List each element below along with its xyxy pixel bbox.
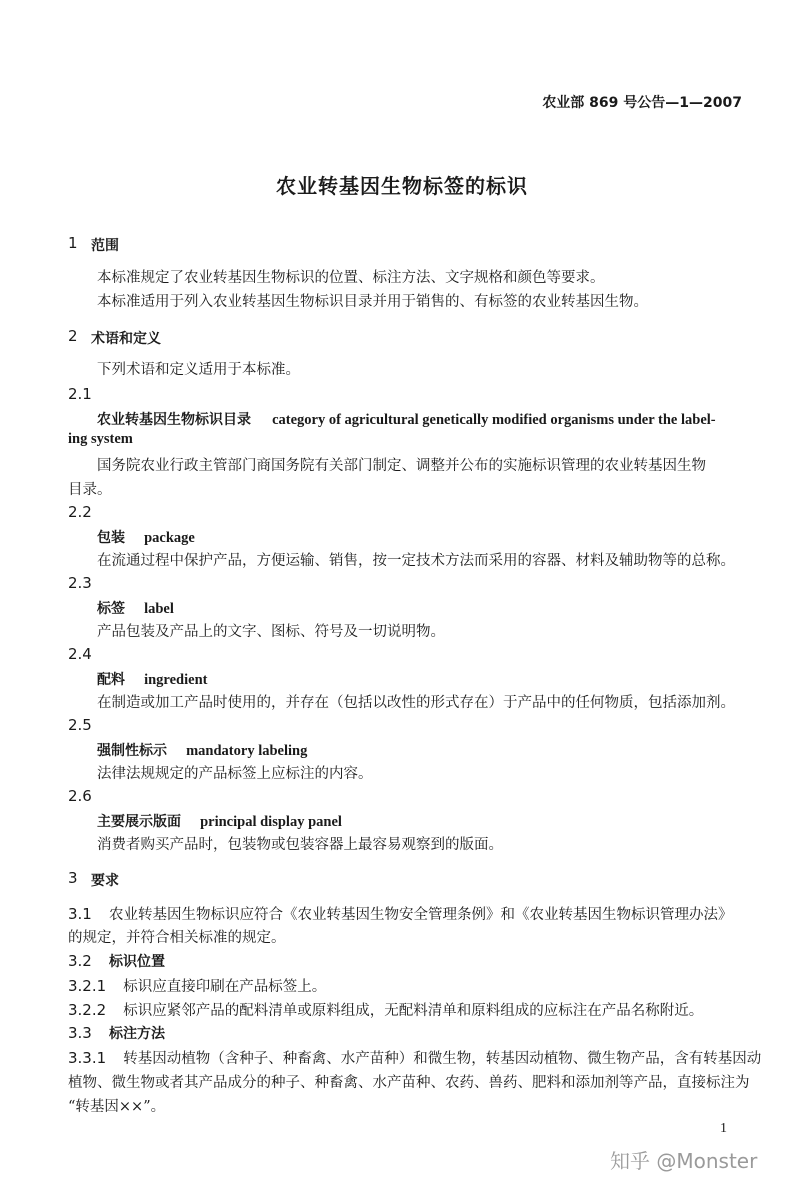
clause-3-1-line-1: 农业转基因生物标识应符合《农业转基因生物安全管理条例》和《农业转基因生物标识管理办法》 (108, 907, 733, 923)
term-2-1-en: category of agricultural genetically modified organisms under the label- (272, 412, 716, 428)
term-2-5-heading (97, 740, 307, 760)
section-3-title: 要求 (91, 873, 119, 889)
document-code: 农业部 869 号公告—1—2007 (542, 95, 742, 111)
term-2-6-cn: 主要展示版面 (97, 814, 181, 830)
term-2-4-heading (97, 669, 207, 689)
clause-3-2-2-number: 3.2.2 (68, 1001, 107, 1019)
clause-3-2-number: 3.2 (68, 952, 92, 970)
term-2-2-heading (97, 527, 195, 547)
clause-3-2-1-number: 3.2.1 (68, 977, 107, 995)
clause-3-1-line-2: 的规定，并符合相关标准的规定。 (68, 930, 286, 946)
section-3-number: 3 (68, 869, 78, 887)
clause-3-2 (68, 951, 165, 971)
term-2-3-en: label (144, 601, 174, 617)
clause-3-2-2 (68, 999, 703, 1023)
term-2-3-definition: 产品包装及产品上的文字、图标、符号及一切说明物。 (97, 624, 445, 640)
clause-3-3-1-number: 3.3.1 (68, 1049, 107, 1067)
term-2-4-number: 2.4 (68, 645, 92, 663)
term-2-5-number: 2.5 (68, 716, 92, 734)
term-2-1-en-continued: ing system (68, 431, 133, 447)
document-title: 农业转基因生物标签的标识 (276, 174, 528, 198)
section-1-paragraph-1: 本标准规定了农业转基因生物标识的位置、标注方法、文字规格和颜色等要求。 (97, 270, 605, 286)
term-2-3-heading (97, 598, 174, 618)
clause-3-2-2-text: 标识应紧邻产品的配料清单或原料组成，无配料清单和原料组成的应标注在产品名称附近。 (123, 1003, 704, 1019)
section-2-intro: 下列术语和定义适用于本标准。 (97, 362, 300, 378)
term-2-5-en: mandatory labeling (186, 743, 308, 759)
section-1-title: 范围 (91, 238, 119, 254)
term-2-1-cn: 农业转基因生物标识目录 (97, 412, 251, 428)
clause-3-1 (68, 903, 732, 927)
term-2-5-definition: 法律法规规定的产品标签上应标注的内容。 (97, 766, 373, 782)
clause-3-3-1-line-3: “转基因××”。 (68, 1099, 166, 1115)
clause-3-1-number: 3.1 (68, 905, 92, 923)
section-2-number: 2 (68, 327, 78, 345)
term-2-1-definition-line-1: 国务院农业行政主管部门商国务院有关部门制定、调整并公布的实施标识管理的农业转基因生物 (97, 458, 706, 474)
clause-3-3-1 (68, 1047, 761, 1071)
term-2-1-heading (97, 409, 716, 429)
term-2-4-cn: 配料 (97, 672, 125, 688)
clause-3-2-title: 标识位置 (108, 954, 165, 970)
zhihu-watermark: 知乎 @Monster (610, 1149, 758, 1173)
clause-3-3-title: 标注方法 (108, 1026, 165, 1042)
term-2-6-number: 2.6 (68, 787, 92, 805)
clause-3-3-1-line-1: 转基因动植物（含种子、种畜禽、水产苗种）和微生物，转基因动植物、微生物产品，含有转基因动 (123, 1051, 762, 1067)
clause-3-2-1 (68, 975, 326, 999)
term-2-1-definition-line-2: 目录。 (68, 482, 112, 498)
clause-3-3-number: 3.3 (68, 1024, 92, 1042)
clause-3-3 (68, 1023, 165, 1043)
section-2-title: 术语和定义 (91, 331, 161, 347)
section-1-paragraph-2: 本标准适用于列入农业转基因生物标识目录并用于销售的、有标签的农业转基因生物。 (97, 294, 648, 310)
term-2-2-cn: 包装 (97, 530, 125, 546)
term-2-6-definition: 消费者购买产品时，包装物或包装容器上最容易观察到的版面。 (97, 837, 503, 853)
clause-3-3-1-line-2: 植物、微生物或者其产品成分的种子、种畜禽、水产苗种、农药、兽药、肥料和添加剂等产品，直接标注为 (68, 1075, 750, 1091)
term-2-4-en: ingredient (144, 672, 208, 688)
term-2-1-number: 2.1 (68, 385, 92, 403)
term-2-6-en: principal display panel (200, 814, 342, 830)
term-2-5-cn: 强制性标示 (97, 743, 167, 759)
term-2-4-definition: 在制造或加工产品时使用的，并存在（包括以改性的形式存在）于产品中的任何物质，包括添加剂。 (97, 695, 735, 711)
page-number: 1 (720, 1121, 727, 1136)
term-2-2-number: 2.2 (68, 503, 92, 521)
term-2-6-heading (97, 811, 342, 831)
clause-3-2-1-text: 标识应直接印刷在产品标签上。 (123, 979, 327, 995)
term-2-2-definition: 在流通过程中保护产品，方便运输、销售，按一定技术方法而采用的容器、材料及辅助物等的总称。 (97, 553, 735, 569)
term-2-2-en: package (144, 530, 195, 546)
section-1-number: 1 (68, 234, 78, 252)
term-2-3-cn: 标签 (97, 601, 125, 617)
term-2-3-number: 2.3 (68, 574, 92, 592)
